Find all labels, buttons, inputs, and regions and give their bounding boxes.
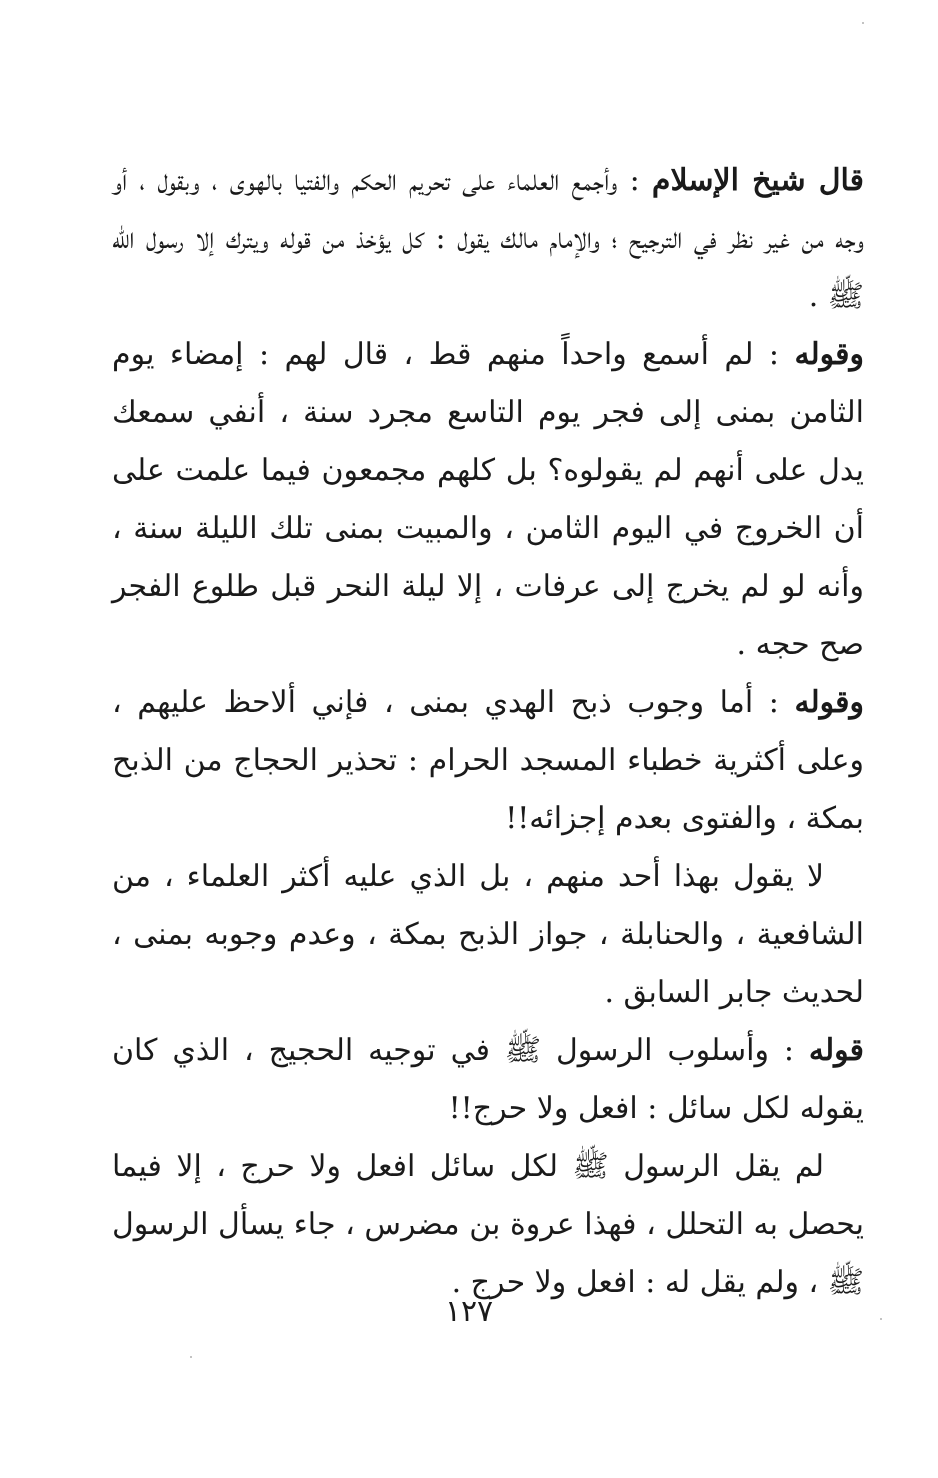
paragraph-sacrifice-at-mina	[112, 674, 864, 848]
body-text	[112, 152, 864, 1312]
paragraph-prophet-guidance	[112, 1022, 864, 1138]
paragraph-text: : وأجمع العلماء على تحريم الحكم والفتيا بالهوى ، وبقول ، أو وجه من غير نظر في الترجيح ؛ والإمام مالك يقول : كل يؤخذ من قوله ويترك إلا رسول الله ﷺ .	[112, 163, 864, 314]
paragraph-shaykh-al-islam-quote	[112, 152, 864, 326]
scan-speck	[190, 1356, 192, 1358]
paragraph-text: لا يقول بهذا أحد منهم ، بل الذي عليه أكثر العلماء ، من الشافعية ، والحنابلة ، جواز الذبح بمكة ، وعدم وجوبه بمنى ، لحديث جابر السابق .	[112, 859, 864, 1010]
paragraph-response-sacrifice	[112, 848, 864, 1022]
scan-speck	[862, 22, 864, 24]
paragraph-mina-eighth-day	[112, 326, 864, 674]
paragraph-lead: وقوله	[794, 337, 864, 372]
paragraph-text: : أما وجوب ذبح الهدي بمنى ، فإني ألاحظ عليهم ، وعلى أكثرية خطباء المسجد الحرام : تحذير الحجاج من الذبح بمكة ، والفتوى بعدم إجزائه!!	[112, 685, 864, 836]
scan-speck	[880, 1318, 882, 1320]
paragraph-lead: قوله	[808, 1033, 864, 1068]
paragraph-lead: قال شيخ الإسلام	[651, 163, 865, 198]
paragraph-response-no-harm	[112, 1138, 864, 1312]
paragraph-text: : لم أسمع واحداً منهم قط ، قال لهم : إمضاء يوم الثامن بمنى إلى فجر يوم التاسع مجرد سنة ، أنفي سمعك يدل على أنهم لم يقولوه؟ بل كلهم مجمعون فيما علمت على أن الخروج في اليوم الثامن ، والمبيت بمنى تلك الليلة سنة ، وأنه لو لم يخرج إلى عرفات ، إلا ليلة النحر قبل طلوع الفجر صح حجه .	[112, 337, 864, 662]
paragraph-text: لم يقل الرسول ﷺ لكل سائل افعل ولا حرج ، إلا فيما يحصل به التحلل ، فهذا عروة بن مضرس ، جاء يسأل الرسول ﷺ ، ولم يقل له : افعل ولا حرج .	[112, 1149, 864, 1300]
page-number: ١٢٧	[444, 1294, 494, 1329]
paragraph-lead: وقوله	[794, 685, 864, 720]
paragraph-text: : وأسلوب الرسول ﷺ في توجيه الحجيج ، الذي كان يقوله لكل سائل : افعل ولا حرج!!	[112, 1033, 864, 1126]
